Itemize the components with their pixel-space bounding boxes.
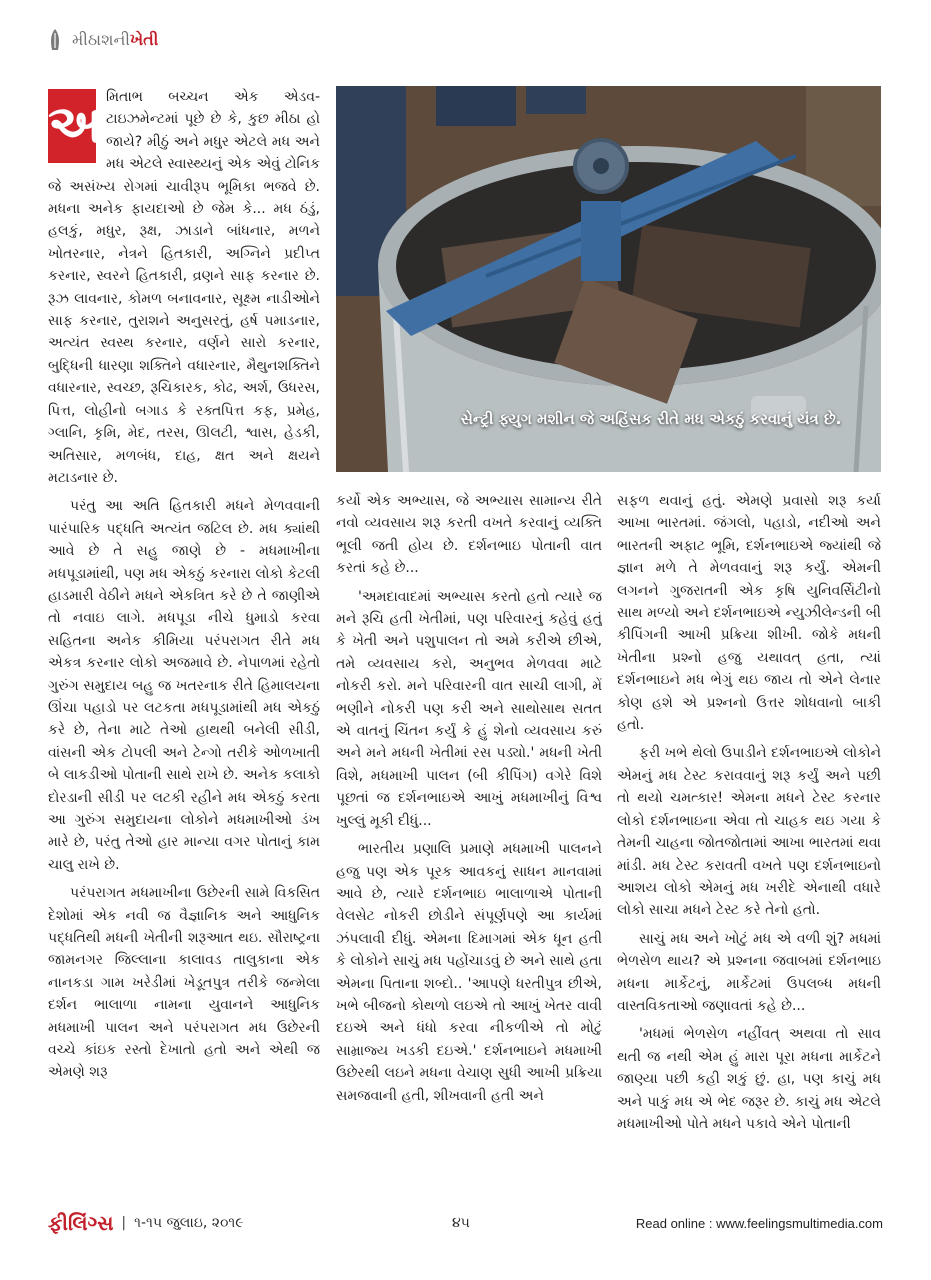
paragraph: પરંપરાગત મધમાખીના ઉછેરની સામે વિકસિત દેશોમાં એક નવી જ વૈજ્ઞાનિક અને આધુનિક પદ્ધતિથી મધની ખેતીની શરૂઆત થઇ. સૌરાષ્ટ્રના જામનગર જિલ્લાના કાલાવડ તાલુકાના એક નાનકડા ગામ ખરેડીમાં ખેડૂતપુત્ર તરીકે જન્મેલા દર્શન ભાલાળા નામના યુવાનને આધુનિક મધમાખી પાલન અને પરંપરાગત મધ ઉછેરની વચ્ચે કાંઇક રસ્તો દેખાતો હતો અને એથી જ એમણે શરૂ bbox=[48, 885, 320, 1081]
section-title-part2: ખેતી bbox=[129, 30, 159, 49]
magazine-logo-icon bbox=[48, 28, 62, 52]
page-header bbox=[48, 20, 158, 60]
article-column-3 bbox=[617, 490, 881, 1206]
paragraph: ફરી ખભે થેલો ઉપાડીને દર્શનભાઇએ લોકોને એમનું મધ ટેસ્ટ કરાવવાનું શરૂ કર્યું અને પછી તો થયો ચમત્કાર! એમના મધને ટેસ્ટ કરનાર લોકો દર્શનભાઇના એવા તો ચાહક થઇ ગયા કે તેમની ચાહના જોતજોતામાં આખા ભારતમાં થવા માંડી. મધ ટેસ્ટ કરાવતી વખતે પણ દર્શનભાઇનો આશય લોકો એમનું મધ ખરીદે એનાથી વધારે લોકો સાચા મધને ટેસ્ટ કરે તેનો હતો. bbox=[617, 745, 881, 919]
footer-separator: | bbox=[121, 1215, 127, 1231]
magazine-brand: ફીલિંગ્સ bbox=[48, 1211, 114, 1235]
paragraph: સફળ થવાનું હતું. એમણે પ્રવાસો શરૂ કર્યા આખા ભારતમાં. જંગલો, પહાડો, નદીઓ અને ભારતની અફાટ ભૂમિ, દર્શનભાઇએ જ્યાંથી જે જ્ઞાન મળે તે મેળવવાનું શરૂ કર્યું. એમની લગનને ગુજરાતની એક કૃષિ યુનિવર્સિટીનો સાથ મળ્યો અને દર્શનભાઇએ ન્યુઝીલેન્ડની બી કીપિંગની આખી પ્રક્રિયા શીખી. જોકે મધની ખેતીના પ્રશ્નો હજુ યથાવત્ હતા, ત્યાં દર્શનભાઇને મધ ભેગું થઇ જાય તો એને લેનાર કોણ હશે એ પ્રશ્નનો ઉત્તર શોધવાનો બાકી હતો. bbox=[617, 493, 881, 734]
paragraph: 'મધમાં ભેળસેળ નહીંવત્ અથવા તો સાવ થતી જ નથી એમ હું મારા પૂરા મધના માર્કેટને જાણ્યા પછી કહી શકું છું. હા, પણ કાચું મધ અને પાકું મધ એ ભેદ જરૂર છે. કાચું મધ એટલે મધમાખીઓ પોતે મધને પકાવે એને પોતાની bbox=[617, 1026, 881, 1132]
paragraph: સાચું મધ અને ખોટું મધ એ વળી શું? મધમાં ભેળસેળ થાય? એ પ્રશ્નના જવાબમાં દર્શનભાઇ મધના માર્કેટનું, માર્કેટમાં ઉપલબ્ધ મધની વાસ્તવિકતાઓ જણાવતાં કહે છે... bbox=[617, 930, 881, 1014]
paragraph: પરંતુ આ અતિ હિતકારી મધને મેળવવાની પારંપારિક પદ્ધતિ અત્યંત જટિલ છે. મધ ક્યાંથી આવે છે તે સહુ જાણે છે - મધમાખીના મધપૂડામાંથી, પણ મધ એકઠું કરનારા લોકો કેટલી હાડમારી વેઠીને મધને એકત્રિત કરે છે તે જાણીએ તો નવાઇ લાગે. મધપૂડા નીચે ધુમાડો કરવા સહિતના અનેક કીમિયા પરંપરાગત રીતે મધ એકત્ર કરનાર લોકો અજમાવે છે. નેપાળમાં રહેતો ગુરુંગ સમુદાય બહુ જ ખતરનાક રીતે હિમાલયના ઊંચા પહાડો પર લટકતા મધપૂડામાંથી મધ એકઠું કરે છે, તેના માટે તેઓ હાથથી બનેલી સીડી, વાંસની એક ટોપલી અને ટેન્ગો તરીકે ઓળખાતી બે લાકડીઓ પોતાની સાથે રાખે છે. અનેક કલાકો દોરડાની સીડી પર લટકી રહીને મધ એકઠું કરતા આ ગુરુંગ સમુદાયના લોકોને મધમાખીઓ ડંખ મારે છે, પરંતુ તેઓ હાર માન્યા વગર પોતાનું કામ ચાલુ રાખે છે. bbox=[48, 498, 320, 873]
drop-cap: અ bbox=[48, 89, 96, 163]
page-footer bbox=[48, 1208, 883, 1238]
section-title-part1: મીઠાશની bbox=[72, 30, 130, 49]
article-column-1 bbox=[48, 86, 320, 1206]
paragraph: ભારતીય પ્રણાલિ પ્રમાણે મધમાખી પાલનને હજુ પણ એક પૂરક આવકનું સાધન માનવામાં આવે છે, ત્યારે દર્શનભાઇ ભાલાળાએ પોતાની વેલસેટ નોકરી છોડીને સંપૂર્ણપણે આ કાર્યમાં ઝંપલાવી દીધું. એમના દિમાગમાં એક ધૂન હતી કે લોકોને સાચું મધ પહોંચાડવું છે અને સાથે હતા એમના પિતાના શબ્દો.. 'આપણે ધરતીપુત્ર છીએ, ખભે બીજનો કોથળો લઇએ તો આખું ખેતર વાવી દઇએ અને ધંધો કરવા નીકળીએ તો મોટું સામ્રાજ્ય ખડકી દઇએ.' દર્શનભાઇને મધમાખી ઉછેરથી લઇને મધના વેચાણ સુધી આખી પ્રક્રિયા સમજવાની હતી, શીખવાની હતી અને bbox=[336, 841, 602, 1104]
issue-date: ૧-૧૫ જુલાઇ, ૨૦૧૯ bbox=[134, 1215, 244, 1231]
paragraph: 'અમદાવાદમાં અભ્યાસ કરતો હતો ત્યારે જ મને રૂચિ હતી ખેતીમાં, પણ પરિવારનું કહેવું હતું કે ખેતી અને પશુપાલન તો અમે કરીએ છીએ, તમે વ્યવસાય કરો, અનુભવ મેળવવા માટે નોકરી કરો. મને પરિવારની વાત સાચી લાગી, મેં ભણીને નોકરી પણ કરી અને સાથોસાથ સતત એ વાતનું ચિંતન કર્યું કે હું શેનો વ્યવસાય કરું અને મને મધની ખેતીમાં રસ પડ્યો.' મધની ખેતી વિશે, મધમાખી પાલન (બી કીપિંગ) વગેરે વિશે પૂછતાં જ દર્શનભાઇએ આખું મધમાખીનું વિશ્વ ખુલ્લું મૂકી દીધું... bbox=[336, 588, 602, 829]
photo-caption: સેન્ટ્રી ફ્યુગ મશીન જે અહિંસક રીતે મધ એકઠું કરવાનું યંત્ર છે. bbox=[460, 410, 842, 428]
article-column-2 bbox=[336, 490, 602, 1206]
paragraph: મિતાભ બચ્ચન એક એડવ-ટાઇઝમેન્ટમાં પૂછે છે કે, કુછ મીઠા હો જાયે? મીઠું અને મધુર એટલે મધ અને મધ એટલે સ્વાસ્થ્યનું એક એવું ટોનિક જે અસંખ્ય રોગમાં ચાવીરૂપ ભૂમિકા ભજવે છે. મધના અનેક ફાયદાઓ છે જેમ કે... મધ ઠંડું, હલકું, મધુર, રૂક્ષ, ઝાડાને બાંધનાર, મળને ખોતરનાર, નેત્રને હિતકારી, અગ્નિને પ્રદીપ્ત કરનાર, સ્વરને હિતકારી, વ્રણને સાફ કરનાર છે. રૂઝ લાવનાર, કોમળ બનાવનાર, સૂક્ષ્મ નાડીઓને સાફ કરનાર, તુરાશને અનુસરતું, હર્ષ પમાડનાર, અત્યંત સ્વસ્થ કરનાર, વર્ણને સારો કરનાર, બુદ્ધિની ધારણા શક્તિને વધારનાર, મૈથુનશક્તિને વધારનાર, સ્વચ્છ, રૂચિકારક, કોઢ, અર્શ, ઉધરસ, પિત્ત, લોહીનો બગાડ કે રક્તપિત્ત કફ, પ્રમેહ, ગ્લાનિ, કૃમિ, મેદ, તરસ, ઊલટી, શ્વાસ, હેડકી, અતિસાર, મળબંધ, દાહ, ક્ષત અને ક્ષયને મટાડનાર છે. bbox=[48, 89, 320, 486]
article-photo bbox=[336, 86, 881, 472]
page-number: ૪૫ bbox=[452, 1215, 470, 1231]
read-online-link[interactable]: Read online : www.feelingsmultimedia.com bbox=[635, 1215, 883, 1231]
paragraph: કર્યો એક અભ્યાસ, જે અભ્યાસ સામાન્ય રીતે નવો વ્યવસાય શરૂ કરતી વખતે કરવાનું વ્યક્તિ ભૂલી જતી હોય છે. દર્શનભાઇ પોતાની વાત કરતાં કહે છે... bbox=[336, 493, 602, 577]
